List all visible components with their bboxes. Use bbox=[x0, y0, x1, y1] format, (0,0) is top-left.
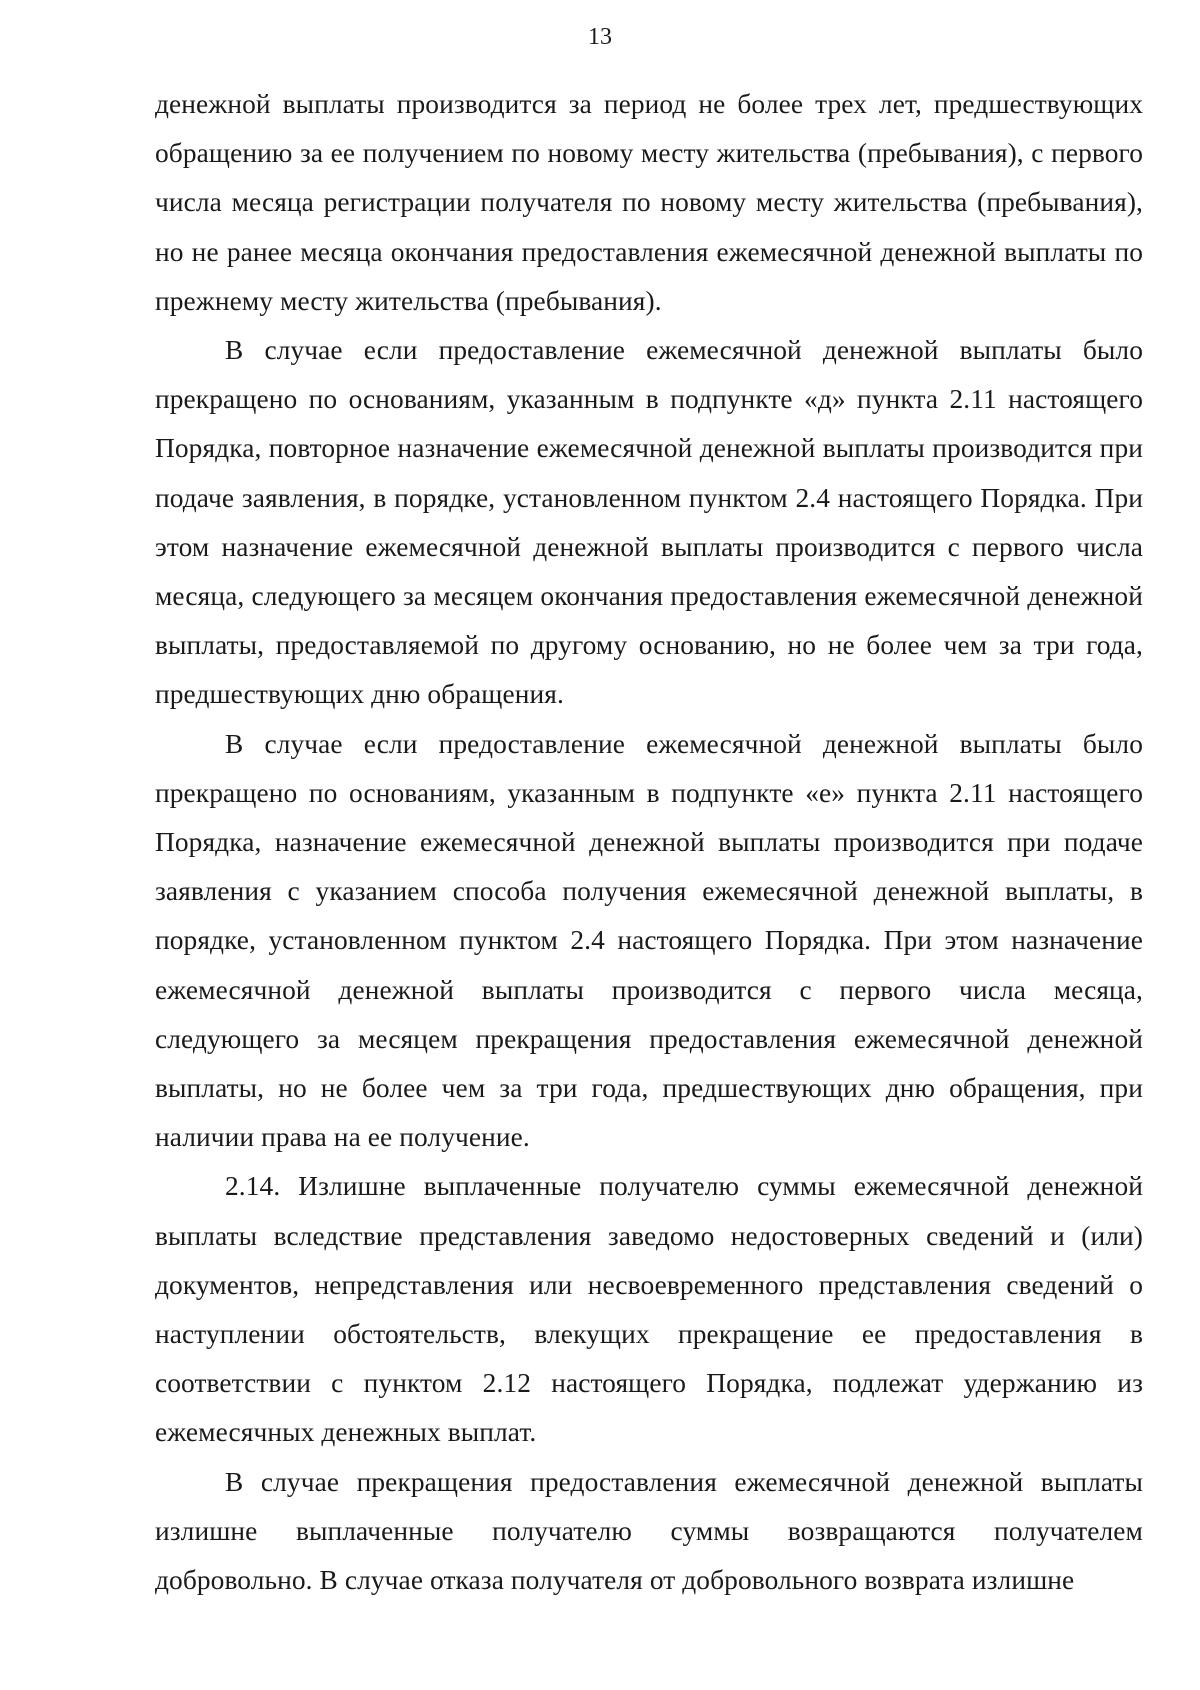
page-number: 13 bbox=[588, 24, 612, 50]
paragraph-voluntary-return: В случае прекращения предоставления ежемесячной денежной выплаты излишне выплаченные получателю суммы возвращаются получателем добровольно. В случае отказа получателя от добровольного возврата излишне bbox=[155, 1466, 1143, 1596]
paragraph-clause-2-14: 2.14. Излишне выплаченные получателю суммы ежемесячной денежной выплаты вследствие представления заведомо недостоверных сведений и (или) документов, непредставления или несвоевременного представления сведений о наступлении обстоятельств, влекущих прекращение ее предоставления в соответствии с пунктом 2.12 настоящего Порядка, подлежат удержанию из ежемесячных денежных выплат. bbox=[155, 1171, 1143, 1448]
paragraph-renewal-podpunkt-e: В случае если предоставление ежемесячной денежной выплаты было прекращено по основаниям, указанным в подпункте «е» пункта 2.11 настоящего Порядка, назначение ежемесячной денежной выплаты производится при подаче заявления с указанием способа получения ежемесячной денежной выплаты, в порядке, установленном пунктом 2.4 настоящего Порядка. При этом назначение ежемесячной денежной выплаты производится с первого числа месяца, следующего за месяцем прекращения предоставления ежемесячной денежной выплаты, но не более чем за три года, предшествующих дню обращения, при наличии права на ее получение. bbox=[155, 728, 1143, 1153]
paragraph-continuation: денежной выплаты производится за период не более трех лет, предшествующих обращению за ее получением по новому месту жительства (пребывания), с первого числа месяца регистрации получателя по новому месту жительства (пребывания), но не ранее месяца окончания предоставления ежемесячной денежной выплаты по прежнему месту жительства (пребывания). bbox=[155, 89, 1143, 316]
paragraph-renewal-podpunkt-d: В случае если предоставление ежемесячной денежной выплаты было прекращено по основаниям, указанным в подпункте «д» пункта 2.11 настоящего Порядка, повторное назначение ежемесячной денежной выплаты производится при подаче заявления, в порядке, установленном пунктом 2.4 настоящего Порядка. При этом назначение ежемесячной денежной выплаты производится с первого числа месяца, следующего за месяцем окончания предоставления ежемесячной денежной выплаты, предоставляемой по другому основанию, но не более чем за три года, предшествующих дню обращения. bbox=[155, 335, 1143, 710]
document-body bbox=[155, 80, 1143, 1605]
